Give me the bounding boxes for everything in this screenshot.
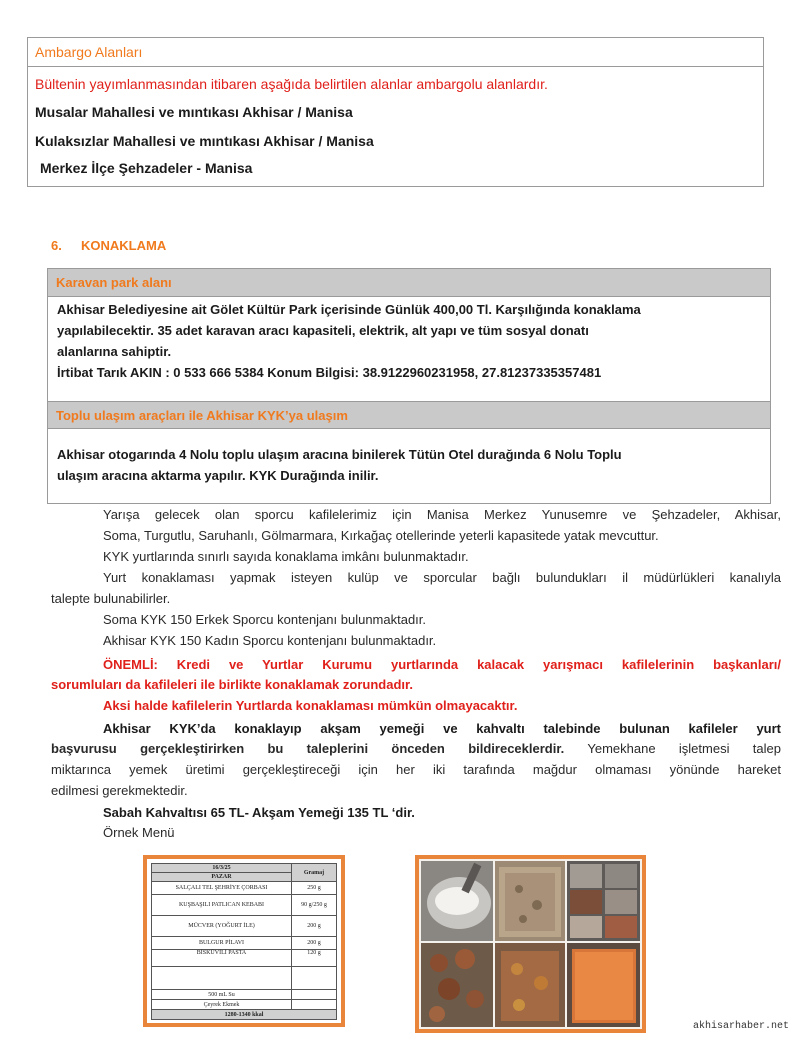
photo-bulgur-pilaf [495,943,565,1027]
photo-cake [567,943,640,1027]
paragraph-kyk: KYK yurtlarında sınırlı sayıda konaklama imkânı bulunmaktadır. [103,549,469,564]
caravan-header: Karavan park alanı [48,269,770,297]
menu-bread: Çeyrek Ekmek [152,1000,292,1010]
embargo-area: Musalar Mahallesi ve mıntıkası Akhisar / Manisa [35,104,353,120]
important-notice-2: sorumluları da kafileleri ile birlikte konaklamak zorundadır. [51,677,413,692]
menu-gram: 200 g [292,937,337,950]
section-title [51,238,166,253]
menu-kcal: 1280-1340 kkal [152,1010,337,1020]
embargo-area: Merkez İlçe Şehzadeler - Manisa [40,160,253,176]
transport-header: Toplu ulaşım araçları ile Akhisar KYK’ya ulaşım [48,401,770,429]
menu-item: SALÇALI TEL ŞEHRİYE ÇORBASI [152,882,292,895]
meal-prices: Sabah Kahvaltısı 65 TL- Akşam Yemeği 135 TL ‘dir. [103,805,415,820]
menu-gram: 120 g [292,950,337,967]
transport-line: ulaşım aracına aktarma yapılır. KYK Durağında inilir. [57,468,379,483]
menu-blank-row [152,967,292,990]
menu-water: 500 mL Su [152,990,292,1000]
sample-menu-label: Örnek Menü [103,825,175,840]
embargo-area: Kulaksızlar Mahallesi ve mıntıkası Akhisar / Manisa [35,133,374,149]
menu-gram: 250 g [292,882,337,895]
paragraph-akhisar: Akhisar KYK 150 Kadın Sporcu kontenjanı bulunmaktadır. [103,633,437,648]
caravan-line: Akhisar Belediyesine ait Gölet Kültür Park içerisinde Günlük 400,00 Tl. Karşılığında konaklama [57,302,641,317]
food-photos-svg [419,859,642,1029]
menu-table [151,863,337,1020]
embargo-header: Ambargo Alanları [28,38,763,67]
paragraph-dorm-1: Yurt konaklaması yapmak isteyen kulüp ve sporcular bağlı bulundukları il müdürlükleri kanalıyla [103,570,781,585]
menu-blank-cell [292,1000,337,1010]
menu-item: BULGUR PİLAVI [152,937,292,950]
menu-item: MÜCVER (YOĞURT İLE) [152,916,292,937]
embargo-box [27,37,764,187]
photo-kebab [421,943,493,1027]
accommodation-box [47,268,771,504]
menu-day: PAZAR [152,873,292,882]
meal-paragraph-4: edilmesi gerekmektedir. [51,783,188,798]
watermark: akhisarhaber.net [693,1021,790,1032]
section-number: 6. [51,238,62,253]
meal-paragraph-3: miktarınca yemek üretimi gerçekleştireceği için her iki tarafında mağdur olmaması yönünde hareket [51,762,781,777]
sample-menu-image [143,855,345,1027]
caravan-line: yapılabilecektir. 35 adet karavan aracı kapasiteli, elektrik, alt yapı ve tüm sosyal donatı [57,323,589,338]
menu-gram-header: Gramaj [292,864,337,882]
paragraph-hotels-2: Soma, Turgutlu, Saruhanlı, Gölmarmara, Kırkağaç otellerinde yeterli kapasitede yatak mevcuttur. [103,528,659,543]
transport-line: Akhisar otogarında 4 Nolu toplu ulaşım aracına binilerek Tütün Otel durağında 6 Nolu Toplu [57,447,622,462]
menu-item: BİSKÜVİLİ PASTA [152,950,292,967]
meal-paragraph-2-bold: başvurusu gerçekleştirirken bu taleplerini önceden bildireceklerdir. [51,741,565,756]
meal-paragraph-2 [51,739,781,759]
section-title-text: KONAKLAMA [81,238,167,253]
menu-gram: 90 g/250 g [292,895,337,916]
photo-trays [567,861,640,941]
menu-blank-cell [292,990,337,1000]
photo-soup-pot [421,861,493,941]
otherwise-notice: Aksi halde kafilelerin Yurtlarda konaklaması mümkün olmayacaktır. [103,698,518,713]
caravan-body [57,299,757,383]
embargo-intro: Bültenin yayımlanmasından itibaren aşağıda belirtilen alanlar ambargolu alanlardır. [35,76,548,92]
meal-paragraph-2-rest: Yemekhane işletmesi talep [564,741,781,756]
menu-gram: 200 g [292,916,337,937]
paragraph-dorm-2: talepte bulunabilirler. [51,591,171,606]
caravan-line: alanlarına sahiptir. [57,344,172,359]
menu-date: 16/3/25 [152,864,292,873]
paragraph-soma: Soma KYK 150 Erkek Sporcu kontenjanı bulunmaktadır. [103,612,427,627]
food-photo-collage [415,855,646,1033]
menu-item: KUŞBAŞILI PATLICAN KEBABI [152,895,292,916]
paragraph-hotels-1: Yarışa gelecek olan sporcu kafilelerimiz için Manisa Merkez Yunusemre ve Şehzadeler, Akhisar, [103,507,781,522]
meal-paragraph-1: Akhisar KYK’da konaklayıp akşam yemeği ve kahvaltı talebinde bulunan kafileler yurt [103,721,781,736]
menu-blank-cell [292,967,337,990]
important-notice-1: ÖNEMLİ: Kredi ve Yurtlar Kurumu yurtlarında kalacak yarışmacı kafilelerinin başkanları/ [103,657,781,672]
transport-body [57,444,757,486]
photo-mucver [495,861,565,941]
caravan-contact: İrtibat Tarık AKIN : 0 533 666 5384 Konum Bilgisi: 38.9122960231958, 27.81237335357481 [57,365,602,380]
